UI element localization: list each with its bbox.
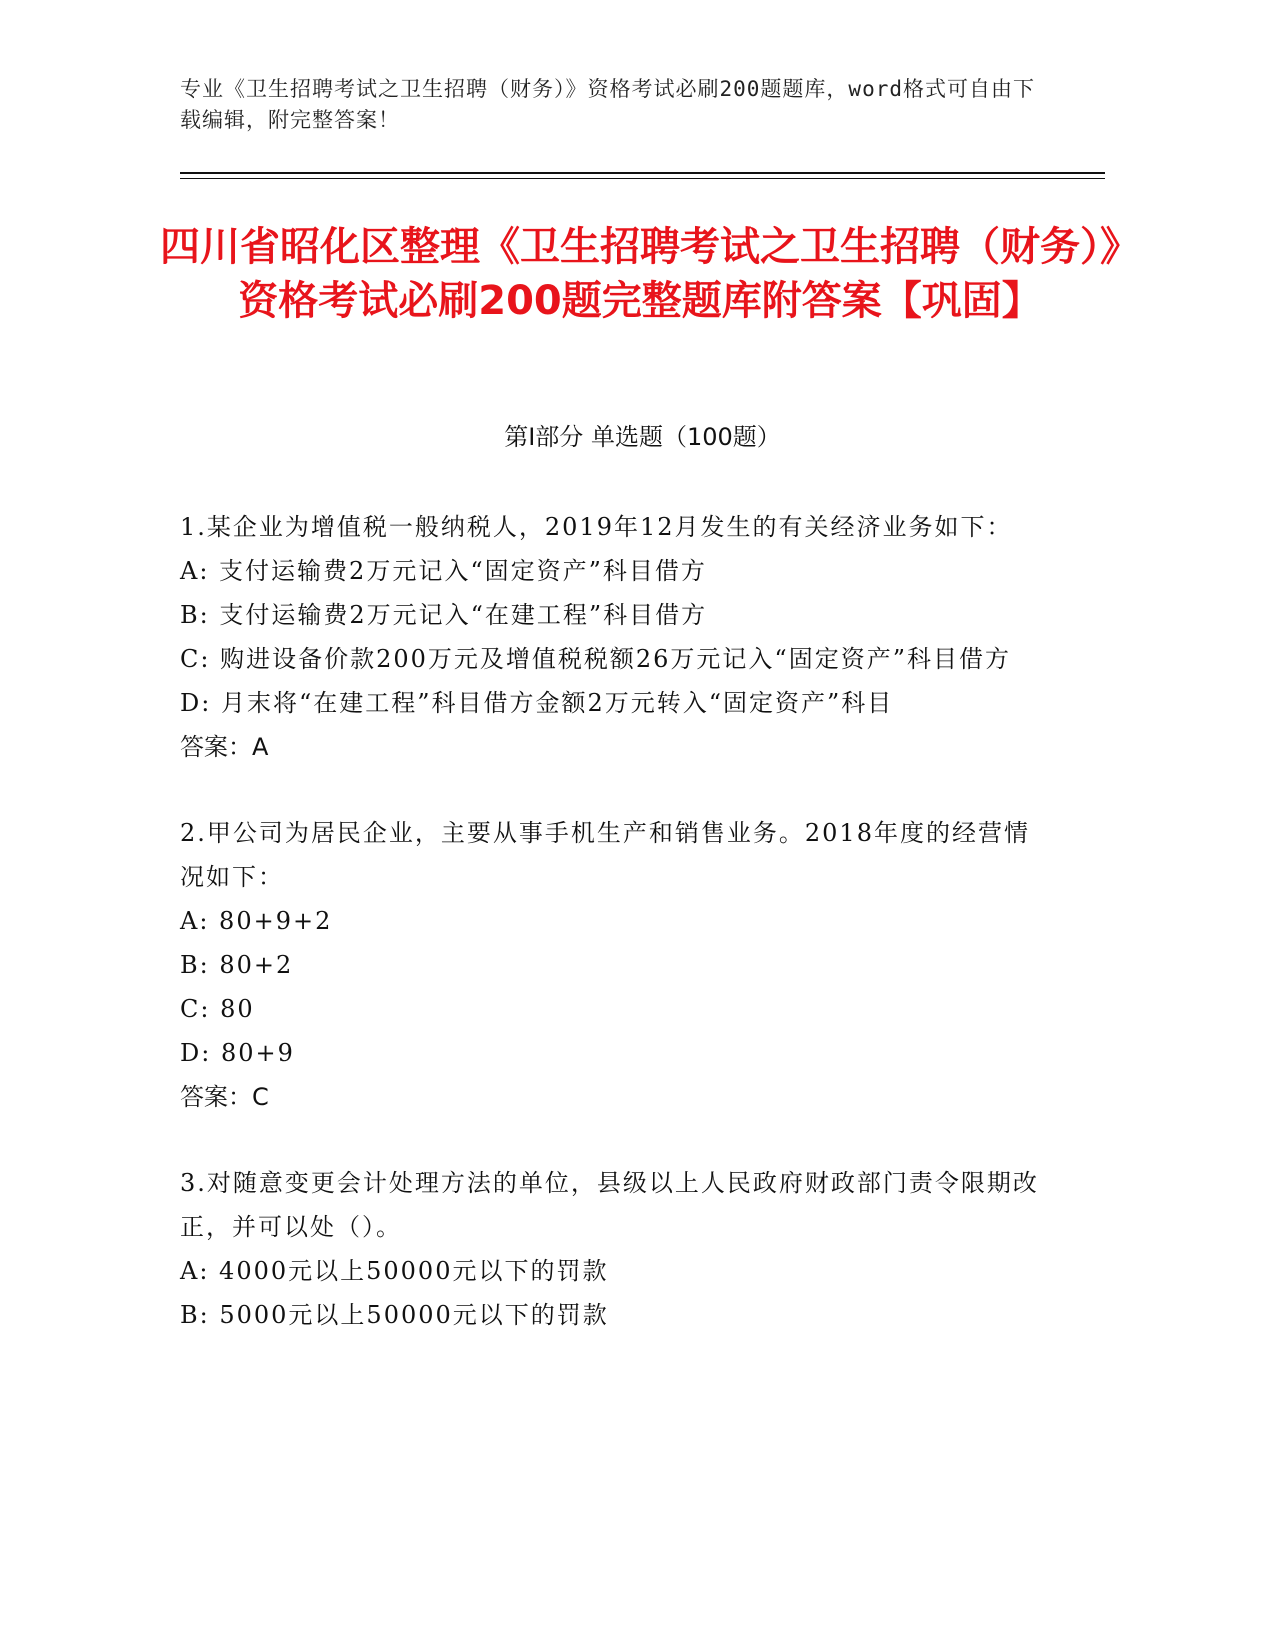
section-title: 第Ⅰ部分 单选题（100题） bbox=[504, 423, 781, 451]
option-d: D: 80+9 bbox=[180, 1039, 295, 1067]
question-stem: 3.对随意变更会计处理方法的单位，县级以上人民政府财政部门责令限期改正，并可以处（）。 bbox=[180, 1169, 1039, 1241]
question-stem: 2.甲公司为居民企业，主要从事手机生产和销售业务。2018年度的经营情况如下： bbox=[180, 819, 1030, 891]
question-3 bbox=[180, 1161, 1040, 1337]
header-note: 专业《卫生招聘考试之卫生招聘（财务）》资格考试必刷200题题库，word格式可自由下载编辑，附完整答案！ bbox=[180, 77, 1035, 132]
option-b: B: 80+2 bbox=[180, 951, 294, 979]
question-2 bbox=[180, 811, 1040, 1119]
document-title: 四川省昭化区整理《卫生招聘考试之卫生招聘（财务）》资格考试必刷200题完整题库附答案【巩固】 bbox=[160, 224, 1120, 324]
option-d: D: 月末将“在建工程”科目借方金额2万元转入“固定资产”科目 bbox=[180, 689, 894, 717]
question-stem: 1.某企业为增值税一般纳税人，2019年12月发生的有关经济业务如下： bbox=[180, 513, 1013, 541]
option-a: A: 4000元以上50000元以下的罚款 bbox=[180, 1257, 609, 1285]
header-rule-thin bbox=[180, 178, 1105, 179]
option-c: C: 80 bbox=[180, 995, 255, 1023]
question-list bbox=[180, 505, 1040, 1379]
option-a: A: 80+9+2 bbox=[180, 907, 333, 935]
option-a: A: 支付运输费2万元记入“固定资产”科目借方 bbox=[180, 557, 707, 585]
answer: 答案：A bbox=[180, 733, 269, 761]
answer: 答案：C bbox=[180, 1083, 269, 1111]
option-b: B: 5000元以上50000元以下的罚款 bbox=[180, 1301, 609, 1329]
header-rule-thick bbox=[180, 172, 1105, 174]
option-c: C: 购进设备价款200万元及增值税税额26万元记入“固定资产”科目借方 bbox=[180, 645, 1011, 673]
option-b: B: 支付运输费2万元记入“在建工程”科目借方 bbox=[180, 601, 708, 629]
question-1 bbox=[180, 505, 1040, 769]
